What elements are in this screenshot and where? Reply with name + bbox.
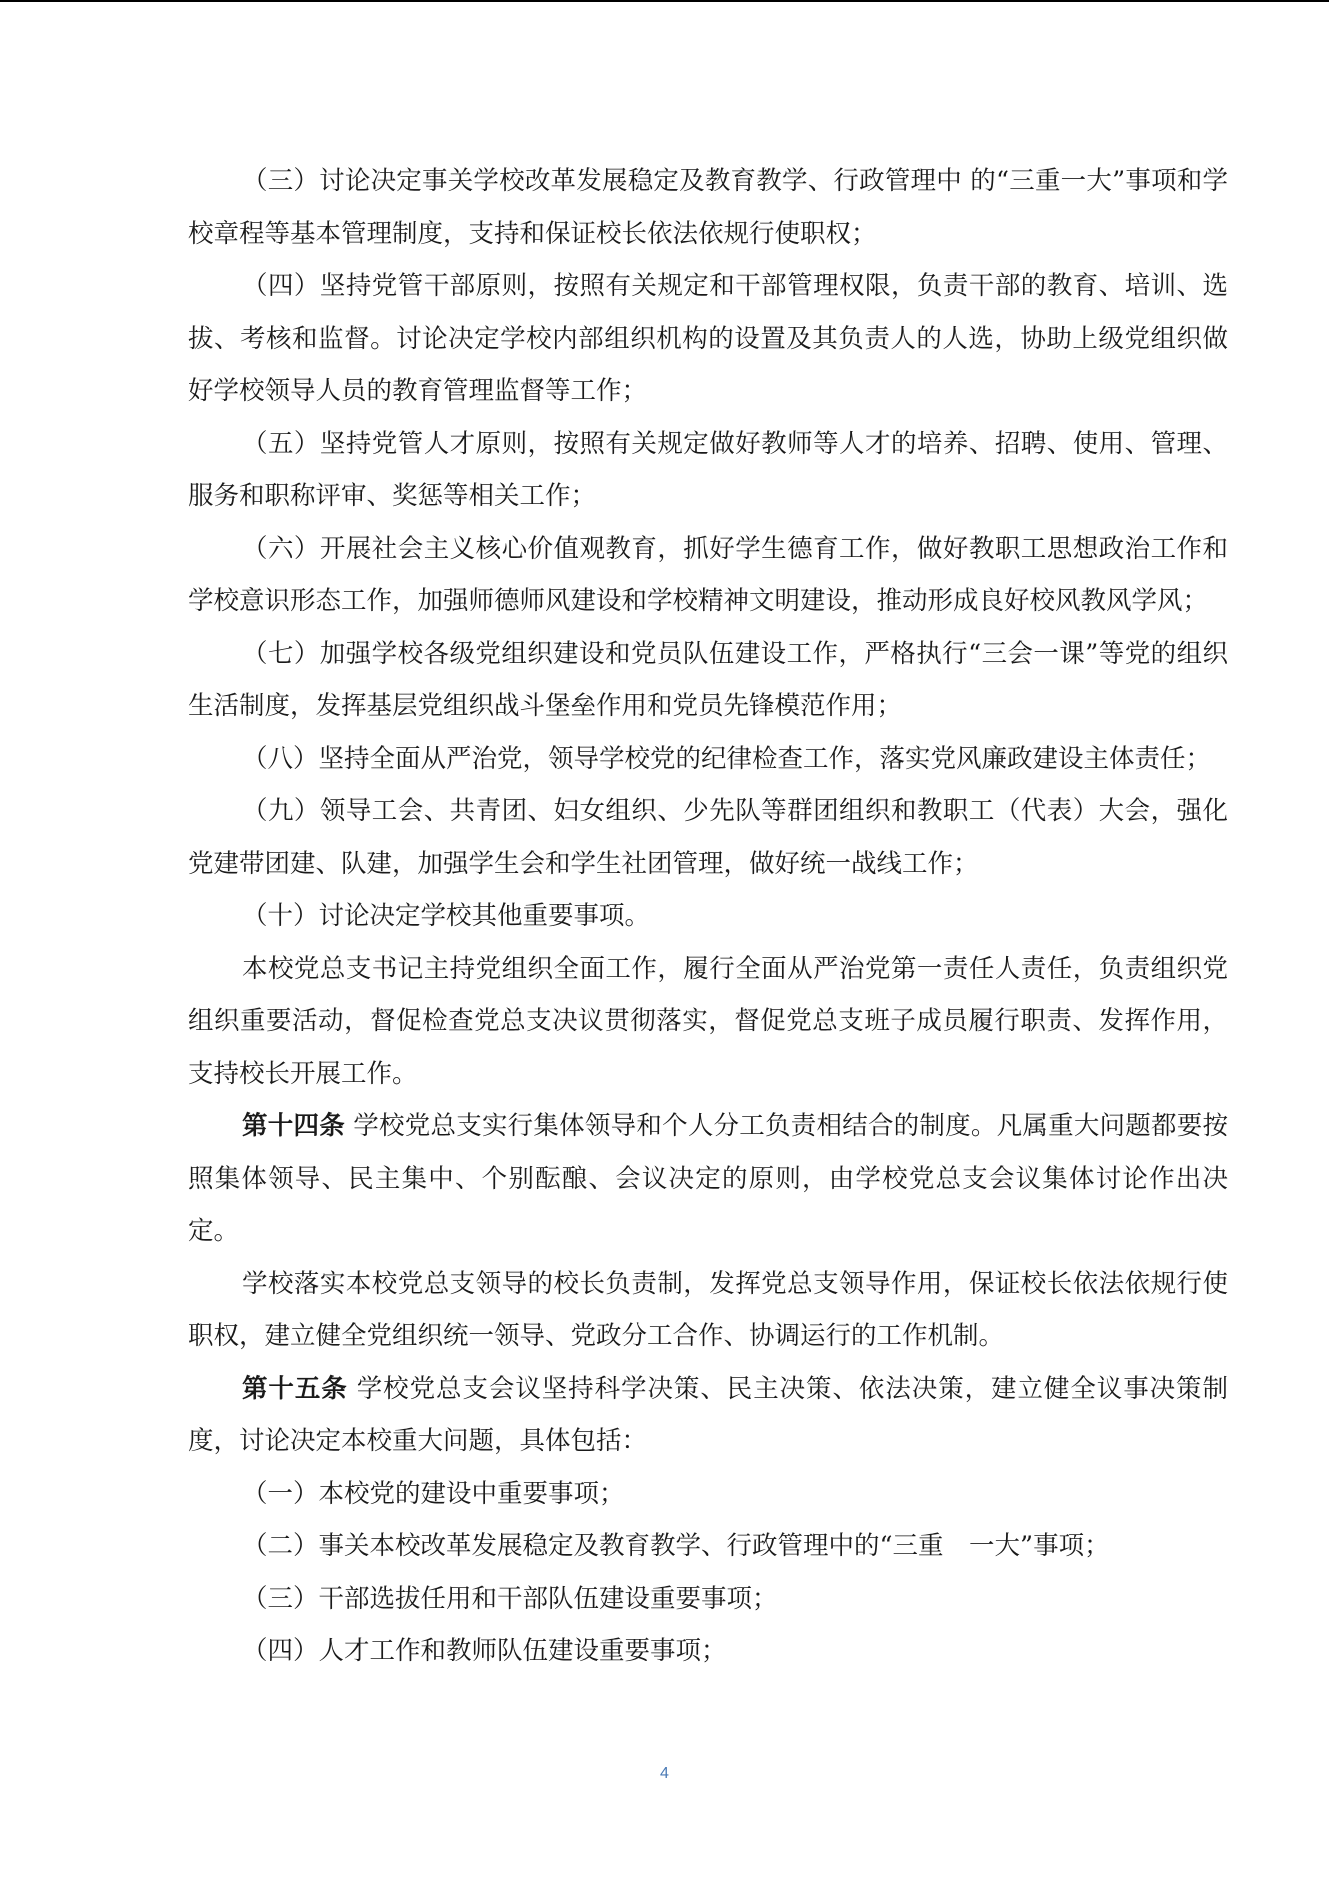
page-top-border: [0, 0, 1329, 2]
article-15-label: 第十五条: [242, 1373, 348, 1404]
paragraph-principal-responsibility: 学校落实本校党总支领导的校长负责制，发挥党总支领导作用，保证校长依法依规行使职权，建立健全党组织统一领导、党政分工合作、协调运行的工作机制。: [188, 1268, 1228, 1351]
article-14-label: 第十四条: [242, 1111, 345, 1141]
paragraph-item-8: （八）坚持全面从严治党，领导学校党的纪律检查工作，落实党风廉政建设主体责任；: [242, 743, 1212, 774]
article-15: [188, 1363, 1228, 1468]
paragraph-decision-item-3: （三）干部选拔任用和干部队伍建设重要事项；: [242, 1583, 778, 1614]
article-15-text: 学校党总支会议坚持科学决策、民主决策、依法决策，建立健全议事决策制度，讨论决定本校重大问题，具体包括：: [188, 1373, 1228, 1456]
paragraph-item-9: （九）领导工会、共青团、妇女组织、少先队等群团组织和教职工（代表）大会，强化党建带团建、队建，加强学生会和学生社团管理，做好统一战线工作；: [188, 796, 1228, 879]
paragraph-item-3: （三）讨论决定事关学校改革发展稳定及教育教学、行政管理中 的“三重一大”事项和学校章程等基本管理制度，支持和保证校长依法依规行使职权；: [188, 166, 1228, 249]
paragraph-decision-item-1: （一）本校党的建设中重要事项；: [242, 1478, 625, 1509]
document-body: [188, 155, 1228, 1678]
page-number: 4: [660, 1765, 669, 1782]
paragraph-item-4: （四）坚持党管干部原则，按照有关规定和干部管理权限，负责干部的教育、培训、选拔、考核和监督。讨论决定学校内部组织机构的设置及其负责人的人选，协助上级党组织做好学校领导人员的教育管理监督等工作；: [188, 271, 1228, 406]
paragraph-item-6: （六）开展社会主义核心价值观教育，抓好学生德育工作，做好教职工思想政治工作和学校意识形态工作，加强师德师风建设和学校精神文明建设，推动形成良好校风教风学风；: [188, 533, 1228, 616]
article-14-text: 学校党总支实行集体领导和个人分工负责相结合的制度。凡属重大问题都要按照集体领导、民主集中、个别酝酿、会议决定的原则，由学校党总支会议集体讨论作出决定。: [188, 1111, 1228, 1246]
paragraph-item-7: （七）加强学校各级党组织建设和党员队伍建设工作，严格执行“三会一课”等党的组织生活制度，发挥基层党组织战斗堡垒作用和党员先锋模范作用；: [188, 638, 1228, 721]
article-14: [188, 1100, 1228, 1258]
paragraph-secretary-duties: 本校党总支书记主持党组织全面工作，履行全面从严治党第一责任人责任，负责组织党组织重要活动，督促检查党总支决议贯彻落实，督促党总支班子成员履行职责、发挥作用，支持校长开展工作。: [188, 953, 1228, 1089]
paragraph-decision-item-4: （四）人才工作和教师队伍建设重要事项；: [242, 1636, 727, 1666]
paragraph-decision-item-2: （二）事关本校改革发展稳定及教育教学、行政管理中的“三重 一大”事项；: [242, 1531, 1110, 1561]
paragraph-item-10: （十）讨论决定学校其他重要事项。: [242, 901, 651, 931]
paragraph-item-5: （五）坚持党管人才原则，按照有关规定做好教师等人才的培养、招聘、使用、管理、服务和职称评审、奖惩等相关工作；: [188, 428, 1228, 511]
